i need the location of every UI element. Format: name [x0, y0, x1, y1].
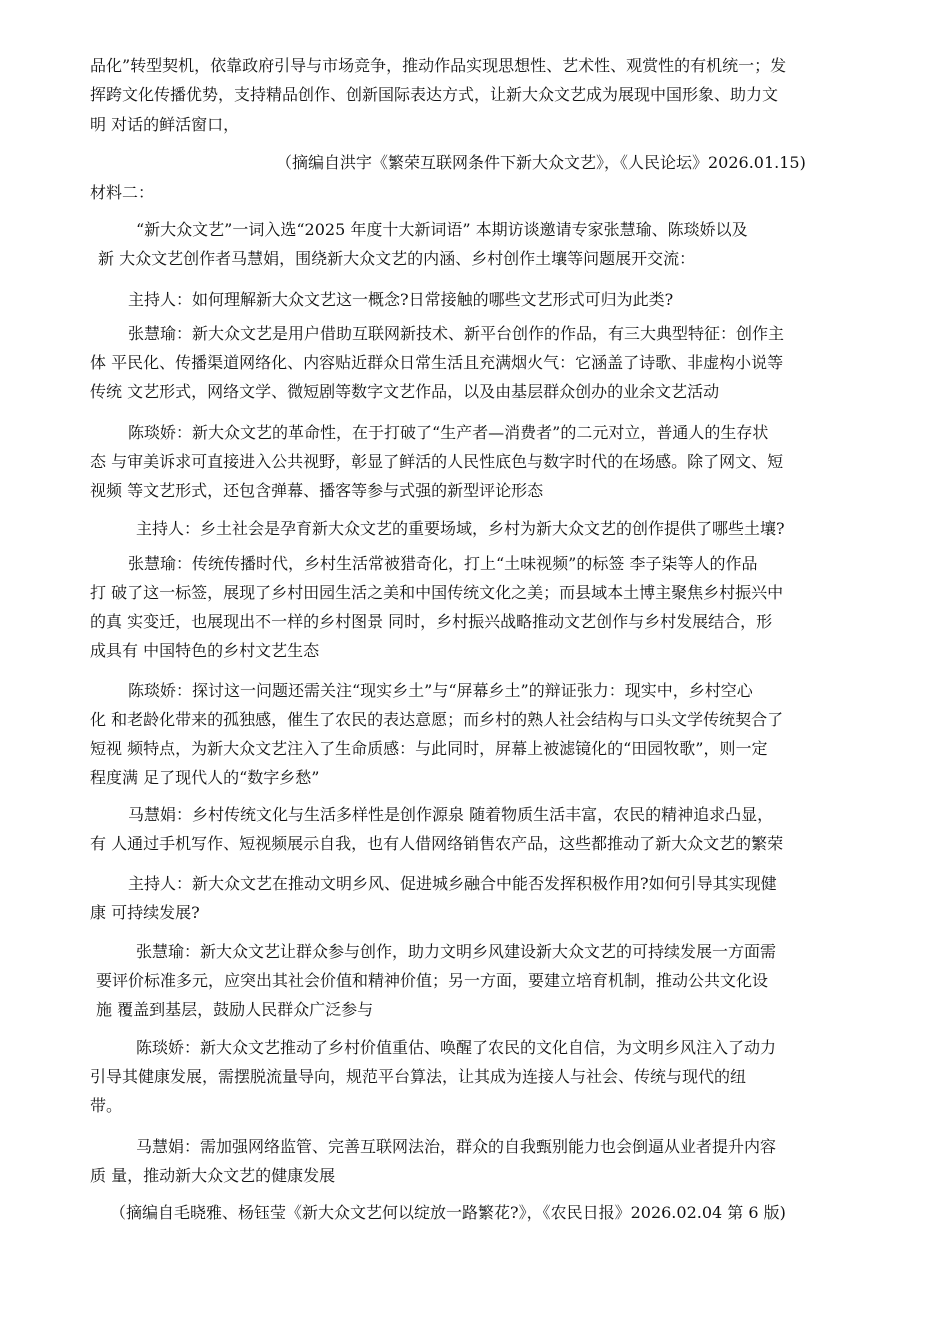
- text-line: 马慧娟：需加强网络监管、完善互联网法治，群众的自我甄别能力也会倒逼从业者提升内容: [136, 1137, 777, 1156]
- text-line: 陈琰娇：新大众文艺推动了乡村价值重估、唤醒了农民的文化自信，为文明乡风注入了动力: [136, 1038, 777, 1057]
- text-line: 化 和老龄化带来的孤独感，催生了农民的表达意愿；而乡村的熟人社会结构与口头文学传统契合了: [90, 710, 784, 729]
- text-line: 短视 频特点，为新大众文艺注入了生命质感：与此同时，屏幕上被滤镜化的“田园牧歌”，则一定: [90, 739, 768, 758]
- text-line: 传统 文艺形式，网络文学、微短剧等数字文艺作品，以及由基层群众创办的业余文艺活动: [90, 382, 720, 401]
- text-line: 打 破了这一标签，展现了乡村田园生活之美和中国传统文化之美；而县域本土博主聚焦乡村振兴中: [90, 583, 784, 602]
- text-line: 有 人通过手机写作、短视频展示自我，也有人借网络销售农产品，这些都推动了新大众文艺的繁荣: [90, 834, 784, 853]
- text-line: 态 与审美诉求可直接进入公共视野，彰显了鲜活的人民性底色与数字时代的在场感。除了网文、短: [90, 452, 784, 471]
- text-line: 带。: [90, 1096, 123, 1115]
- text-line: “新大众文艺”一词入选“2025 年度十大新词语” 本期访谈邀请专家张慧瑜、陈琰娇以及: [136, 220, 748, 239]
- text-line: 张慧瑜：传统传播时代，乡村生活常被猎奇化，打上“土味视频”的标签 李子柒等人的作品: [128, 554, 758, 573]
- text-line: 成具有 中国特色的乡村文艺生态: [90, 641, 320, 660]
- source-citation: （摘编自洪宇《繁荣互联网条件下新大众文艺》，《人民论坛》2026.01.15): [276, 153, 806, 172]
- text-line: 质 量，推动新大众文艺的健康发展: [90, 1166, 336, 1185]
- text-line: 体 平民化、传播渠道网络化、内容贴近群众日常生活且充满烟火气：它涵盖了诗歌、非虚构小说等: [90, 353, 784, 372]
- text-line: 视频 等文艺形式，还包含弹幕、播客等参与式强的新型评论形态: [90, 481, 544, 500]
- text-line: 陈琰娇：新大众文艺的革命性，在于打破了“生产者—消费者”的二元对立，普通人的生存状: [128, 423, 769, 442]
- text-line: 引导其健康发展，需摆脱流量导向，规范平台算法，让其成为连接人与社会、传统与现代的纽: [90, 1067, 747, 1086]
- text-line: 明 对话的鲜活窗口，: [90, 115, 240, 134]
- text-line: 张慧瑜：新大众文艺让群众参与创作，助力文明乡风建设新大众文艺的可持续发展一方面需: [136, 942, 777, 961]
- text-line: 程度满 足了现代人的“数字乡愁”: [90, 768, 320, 787]
- text-line: 品化”转型契机，依靠政府引导与市场竞争，推动作品实现思想性、艺术性、观赏性的有机统一；发: [90, 56, 787, 75]
- text-line: 张慧瑜：新大众文艺是用户借助互联网新技术、新平台创作的作品，有三大典型特征：创作主: [128, 324, 785, 343]
- text-line: 主持人：乡土社会是孕育新大众文艺的重要场域，乡村为新大众文艺的创作提供了哪些土壤?: [136, 519, 785, 538]
- text-line: 主持人：新大众文艺在推动文明乡风、促进城乡融合中能否发挥积极作用?如何引导其实现健: [128, 874, 777, 893]
- section-heading: 材料二：: [90, 183, 155, 202]
- text-line: 康 可持续发展?: [90, 903, 200, 922]
- text-line: 陈琰娇：探讨这一问题还需关注“现实乡土”与“屏幕乡土”的辩证张力：现实中，乡村空心: [128, 681, 753, 700]
- text-line: 施 覆盖到基层，鼓励人民群众广泛参与: [96, 1000, 374, 1019]
- source-citation: （摘编自毛晓雅、杨钰莹《新大众文艺何以绽放一路繁花?》，《农民日报》2026.02.04 第 6 版): [110, 1203, 786, 1222]
- text-line: 的真 实变迁，也展现出不一样的乡村图景 同时，乡村振兴战略推动文艺创作与乡村发展结合，形: [90, 612, 773, 631]
- text-line: 马慧娟：乡村传统文化与生活多样性是创作源泉 随着物质生活丰富，农民的精神追求凸显，: [128, 805, 774, 824]
- text-line: 主持人：如何理解新大众文艺这一概念?日常接触的哪些文艺形式可归为此类?: [128, 290, 674, 309]
- text-line: 挥跨文化传播优势，支持精品创作、创新国际表达方式，让新大众文艺成为展现中国形象、助力文: [90, 85, 779, 104]
- text-line: 要评价标准多元，应突出其社会价值和精神价值；另一方面，要建立培育机制，推动公共文化设: [96, 971, 769, 990]
- text-line: 新 大众文艺创作者马慧娟，围绕新大众文艺的内涵、乡村创作土壤等问题展开交流：: [98, 249, 696, 268]
